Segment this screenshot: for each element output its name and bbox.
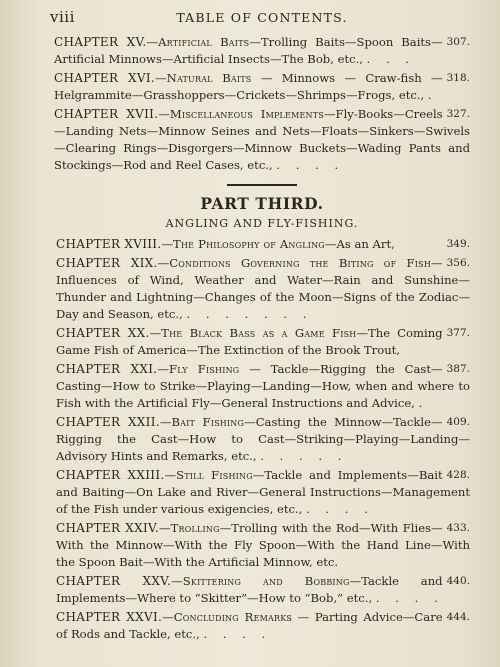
toc-body: Minnows — Craw-fish — Helgrammite—Grasshoppers—Crickets—Shrimps—Frogs, etc., xyxy=(54,71,443,102)
toc-leaders: . . . . . . . xyxy=(186,306,313,321)
toc-entry: 387. CHAPTER XXI.—Fly Fishing — Tackle—Rigging the Cast—Casting—How to Strike—Playing—Landing—How, when and where to Fish with the Artificial Fly—General Instructions and Advice, . xyxy=(56,361,470,410)
part-three-section xyxy=(56,236,470,643)
toc-body: Tackle and Implements—Where to “Skitter”—How to “Bob,” etc., xyxy=(56,573,443,605)
toc-page: 387. xyxy=(446,362,470,375)
toc-page: 409. xyxy=(446,415,470,428)
toc-chapter: CHAPTER XVI. xyxy=(54,71,156,85)
toc-title: The Black Bass as a Game Fish xyxy=(161,325,357,340)
toc-page: 327. xyxy=(446,108,470,120)
running-title: TABLE OF CONTENTS. xyxy=(176,10,348,25)
part-two-tail-section xyxy=(54,34,470,174)
toc-chapter: CHAPTER XVII. xyxy=(54,107,159,121)
toc-chapter: CHAPTER XX. xyxy=(56,325,150,340)
toc-entry: 349. CHAPTER XVIII.—The Philosophy of Angling—As an Art, xyxy=(56,236,470,251)
toc-page: 444. xyxy=(446,610,470,623)
toc-page: 377. xyxy=(446,326,470,339)
toc-leaders: . . . . xyxy=(306,501,374,516)
part-title: PART THIRD. xyxy=(200,193,324,213)
toc-body: Casting the Minnow—Tackle—Rigging the Cast—How to Cast—Striking—Playing—Landing—Advisory Hints and Remarks, etc., xyxy=(56,414,470,463)
toc-body: Trolling Baits—Spoon Baits—Artificial Minnows—Artificial Insects—The Bob, etc., xyxy=(54,35,443,66)
toc-body: Fly-Books—Creels—Landing Nets—Minnow Seines and Nets—Floats—Sinkers—Swivels—Clearing Rings—Disgorgers—Minnow Buckets—Wading Pants and Stockings—Rod and Reel Cases, etc., xyxy=(54,107,470,172)
toc-body: The Coming Game Fish of America—The Extinction of the Brook Trout, xyxy=(56,325,443,357)
toc-page: 428. xyxy=(446,468,470,481)
toc-entry: 307. CHAPTER XV.—Artificial Baits—Trolling Baits—Spoon Baits—Artificial Minnows—Artificial Insects—The Bob, etc., . . . xyxy=(54,35,470,66)
toc-title: Concluding Remarks xyxy=(173,609,293,624)
toc-body: As an Art, xyxy=(336,236,395,251)
toc-page: 349. xyxy=(446,237,470,250)
toc-leaders: . . . . xyxy=(276,158,345,172)
toc-title: Fly Fishing xyxy=(169,361,240,376)
toc-body: Tackle—Rigging the Cast—Casting—How to Strike—Playing—Landing—How, when and where to Fish with the Artificial Fly—General Instructions and Advice, xyxy=(56,361,470,410)
toc-page: 307. xyxy=(446,36,470,48)
toc-page: 440. xyxy=(446,574,470,587)
page-number: viii xyxy=(50,8,75,26)
toc-page: 318. xyxy=(446,72,470,84)
toc-chapter: CHAPTER XXII. xyxy=(56,414,160,429)
toc-title: Conditions Governing the Biting of Fish xyxy=(169,255,432,270)
toc-title: Still Fishing xyxy=(176,467,253,482)
toc-title: Artificial Baits xyxy=(158,35,250,49)
page-header xyxy=(50,8,470,34)
toc-chapter: CHAPTER XXI. xyxy=(56,361,158,376)
toc-body: Tackle and Implements—Bait and Baiting—On Lake and River—General Instructions—Management of the Fish under various exigencies, etc., xyxy=(56,467,470,516)
toc-entry: 428. CHAPTER XXIII.—Still Fishing—Tackle and Implements—Bait and Baiting—On Lake and River—General Instructions—Management of the Fish under various exigencies, etc., . . . . xyxy=(56,467,470,516)
toc-entry: 318. CHAPTER XVI.—Natural Baits — Minnows — Craw-fish — Helgrammite—Grasshoppers—Crickets—Shrimps—Frogs, etc., . xyxy=(54,71,470,102)
toc-chapter: CHAPTER XXVI. xyxy=(56,609,163,624)
toc-entry: 377. CHAPTER XX.—The Black Bass as a Game Fish—The Coming Game Fish of America—The Extinction of the Brook Trout, xyxy=(56,325,470,357)
toc-entry: 409. CHAPTER XXII.—Bait Fishing—Casting the Minnow—Tackle—Rigging the Cast—How to Cast—Striking—Playing—Landing—Advisory Hints and Remarks, etc., . . . . . xyxy=(56,414,470,463)
toc-body: Trolling with the Rod—With Flies—With the Minnow—With the Fly Spoon—With the Hand Line—With the Spoon Bait—With the Artificial Minnow, etc. xyxy=(56,520,470,569)
toc-chapter: CHAPTER XXIV. xyxy=(56,520,159,535)
toc-title: The Philosophy of Angling xyxy=(173,236,325,251)
toc-body: Parting Advice—Care of Rods and Tackle, etc., xyxy=(56,609,443,641)
toc-entry: 327. CHAPTER XVII.—Miscellaneous Implements—Fly-Books—Creels—Landing Nets—Minnow Seines and Nets—Floats—Sinkers—Swivels—Clearing Rings—Disgorgers—Minnow Buckets—Wading Pants and Stockings—Rod and Reel Cases, etc., . . . . xyxy=(54,107,470,172)
toc-leaders: . . . xyxy=(366,52,416,66)
toc-title: Skittering and Bobbing xyxy=(182,573,350,588)
toc-page: 433. xyxy=(446,521,470,534)
toc-body: Influences of Wind, Weather and Water—Rain and Sunshine—Thunder and Lightning—Changes of the Moon—Signs of the Zodiac—Day and Season, etc., xyxy=(56,272,470,321)
toc-leaders: . . . . xyxy=(375,590,444,605)
toc-leaders: . xyxy=(418,395,429,410)
toc-entry: 440. CHAPTER XXV.—Skittering and Bobbing—Tackle and Implements—Where to “Skitter”—How to “Bob,” etc., . . . . xyxy=(56,573,470,605)
toc-chapter: CHAPTER XIX. xyxy=(56,255,158,270)
toc-leaders: . . . . xyxy=(203,626,272,641)
toc-title: Bait Fishing xyxy=(171,414,245,429)
toc-chapter: CHAPTER XVIII. xyxy=(56,236,162,251)
toc-chapter: CHAPTER XXV. xyxy=(56,573,172,588)
section-divider xyxy=(227,184,297,186)
toc-leaders: . xyxy=(427,88,438,102)
toc-chapter: CHAPTER XV. xyxy=(54,35,147,49)
toc-title: Trolling xyxy=(170,520,220,535)
toc-title: Miscellaneous Implements xyxy=(169,107,324,121)
toc-entry: 356. CHAPTER XIX.—Conditions Governing the Biting of Fish—Influences of Wind, Weather and Water—Rain and Sunshine—Thunder and Lightning—Changes of the Moon—Signs of the Zodiac—Day and Season, etc., . . . . . . . xyxy=(56,255,470,321)
toc-entry: 444. CHAPTER XXVI.—Concluding Remarks — Parting Advice—Care of Rods and Tackle, etc., . . . . xyxy=(56,609,470,641)
toc-title: Natural Baits xyxy=(166,71,252,85)
toc-entry: 433. CHAPTER XXIV.—Trolling—Trolling with the Rod—With Flies—With the Minnow—With the Fly Spoon—With the Hand Line—With the Spoon Bait—With the Artificial Minnow, etc. xyxy=(56,520,470,569)
toc-chapter: CHAPTER XXIII. xyxy=(56,467,165,482)
toc-page: 356. xyxy=(446,256,470,269)
part-subtitle: ANGLING AND FLY-FISHING. xyxy=(165,216,359,230)
toc-leaders: . . . . . xyxy=(260,448,348,463)
